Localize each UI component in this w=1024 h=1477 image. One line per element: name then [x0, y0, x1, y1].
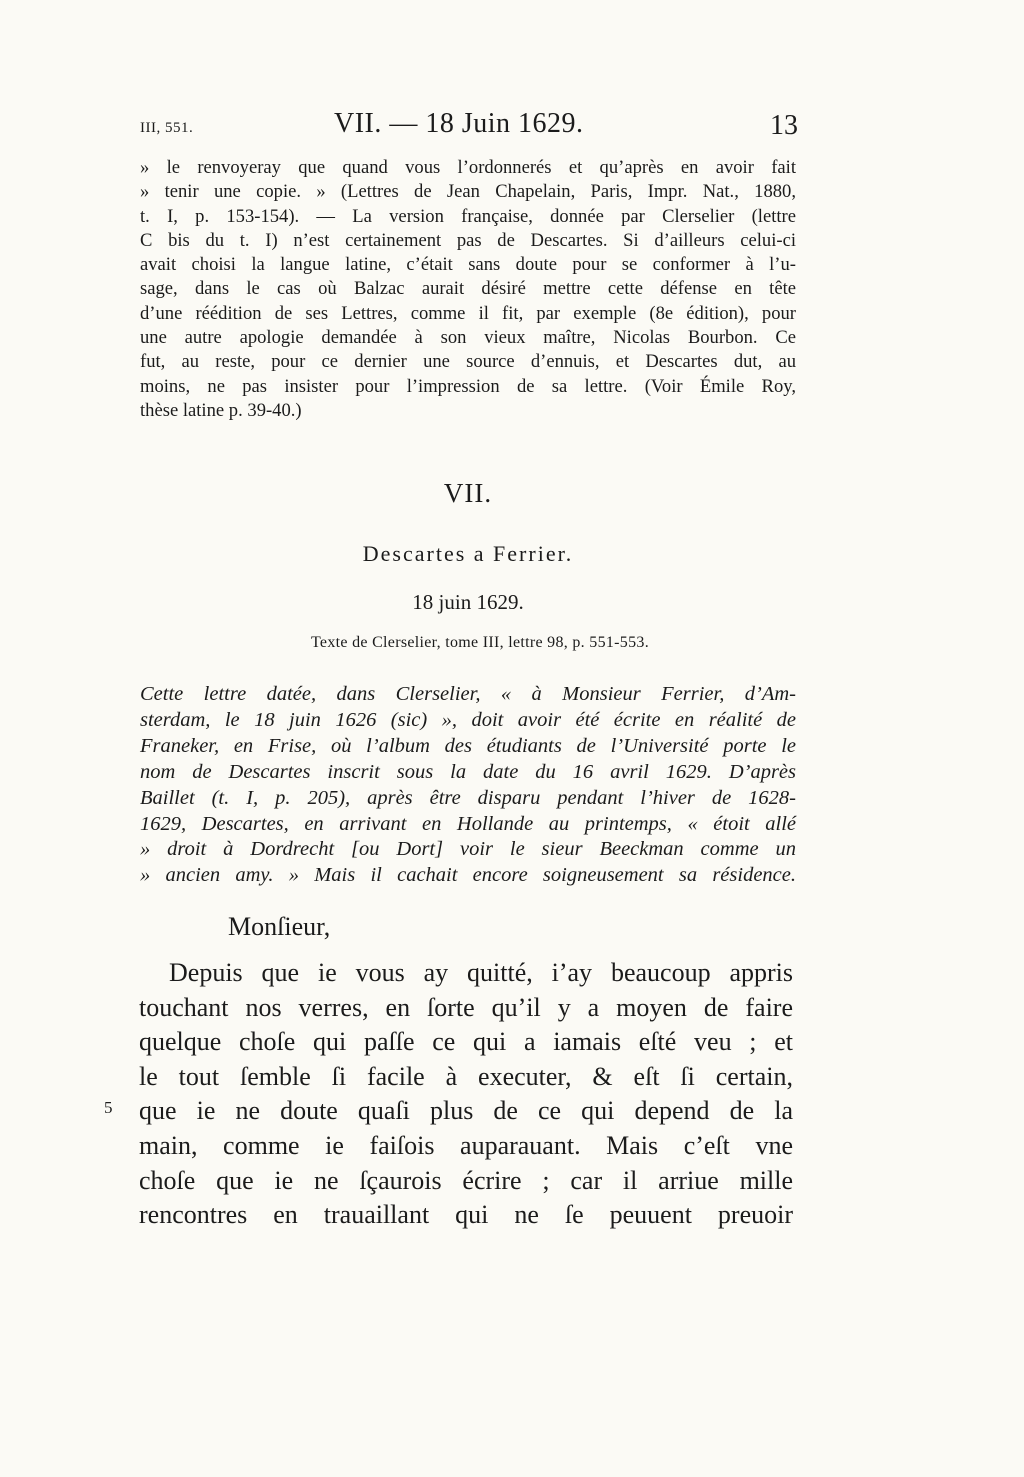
page-reference: III, 551. [140, 120, 194, 136]
note-line: t. I, p. 153-154). — La version française, donnée par Clerselier (lettre [140, 205, 796, 227]
footnote-continuation [140, 156, 796, 423]
note-line: sage, dans le cas où Balzac aurait désiré mettre cette défense en tête [140, 278, 796, 300]
body-line: main, comme ie faiſois auparauant. Mais c’eſt vne [139, 1130, 793, 1160]
letter-source: Texte de Clerselier, tome III, lettre 98, p. 551-553. [310, 634, 650, 651]
running-header [138, 108, 798, 148]
body-line: touchant nos verres, en ſorte qu’il y a moyen de faire [139, 992, 793, 1022]
intro-line: 1629, Descartes, en arrivant en Hollande au printemps, « étoit allé [140, 812, 796, 835]
letter-date: 18 juin 1629. [412, 590, 524, 614]
intro-line: nom de Descartes inscrit sous la date du 16 avril 1629. D’après [140, 760, 796, 783]
body-line: choſe que ie ne ſçaurois écrire ; car il arriue mille [139, 1165, 793, 1195]
note-line: thèse latine p. 39-40.) [140, 399, 302, 421]
note-line: fut, au reste, pour ce dernier une source d’ennuis, et Descartes dut, au [140, 351, 796, 373]
note-line: C bis du t. I) n’est certainement pas de Descartes. Si d’ailleurs celui-ci [140, 229, 796, 251]
intro-line: Franeker, en Frise, où l’album des étudiants de l’Université porte le [140, 734, 796, 757]
body-line: le tout ſemble ſi facile à executer, & eſt ſi certain, [139, 1061, 793, 1091]
body-line: quelque choſe qui paſſe ce qui a iamais eſté veu ; et [139, 1027, 793, 1057]
note-line: » tenir une copie. » (Lettres de Jean Chapelain, Paris, Impr. Nat., 1880, [140, 181, 796, 203]
intro-line: Cette lettre datée, dans Clerselier, « à Monsieur Ferrier, d’Am- [140, 683, 796, 705]
body-line: Depuis que ie vous ay quitté, i’ay beaucoup appris [169, 958, 793, 987]
intro-line: » ancien amy. » Mais il cachait encore soigneusement sa résidence. [140, 864, 796, 887]
note-line: avait choisi la langue latine, c’était sans doute pour se conformer à l’u- [140, 254, 796, 276]
intro-line: Baillet (t. I, p. 205), après être disparu pendant l’hiver de 1628- [140, 786, 796, 809]
letter-body [139, 956, 793, 1233]
letter-number: VII. [443, 478, 493, 508]
header-title: VII. — 18 Juin 1629. [334, 108, 584, 139]
body-line: rencontres en trauaillant qui ne ſe peuuent preuoir [139, 1200, 793, 1230]
note-line: d’une réédition de ses Lettres, comme il fit, par exemple (8e édition), pour [140, 302, 796, 324]
salutation: Monſieur, [228, 912, 331, 941]
page-number: 13 [770, 110, 798, 141]
line-number-marker: 5 [104, 1098, 113, 1117]
note-line: moins, ne pas insister pour l’impression de sa lettre. (Voir Émile Roy, [140, 375, 796, 397]
intro-line: sterdam, le 18 juin 1626 (sic) », doit avoir été écrite en réalité de [140, 708, 796, 731]
note-line: une autre apologie demandée à son vieux maître, Nicolas Bourbon. Ce [140, 327, 796, 349]
body-line: que ie ne doute quaſi plus de ce qui depend de la [139, 1096, 793, 1126]
note-line: » le renvoyeray que quand vous l’ordonnerés et qu’après en avoir fait [140, 157, 796, 178]
editorial-note [140, 682, 796, 889]
letter-address: Descartes a Ferrier. [362, 541, 574, 566]
intro-line: » droit à Dordrecht [ou Dort] voir le sieur Beeckman comme un [140, 838, 796, 861]
